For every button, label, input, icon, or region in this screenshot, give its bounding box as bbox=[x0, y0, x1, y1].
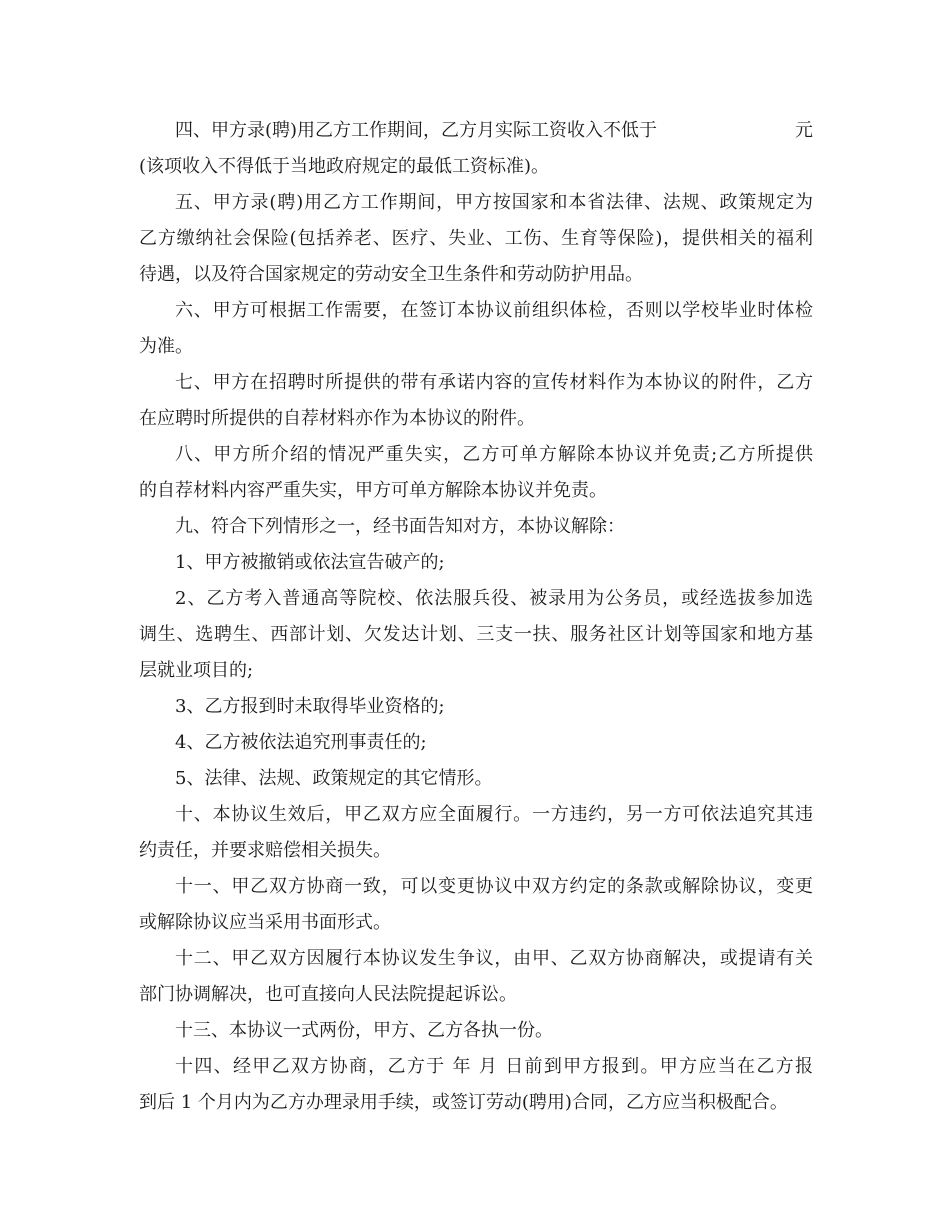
clause-9-item-5: 5、法律、法规、政策规定的其它情形。 bbox=[175, 768, 493, 789]
clause-4-text: 四、甲方录(聘)用乙方工作期间，乙方月实际工资收入不低于 bbox=[175, 120, 658, 141]
clause-5-line-1: 五、甲方录(聘)用乙方工作期间，甲方按国家和本省法律、法规、政策规定为 bbox=[175, 192, 813, 213]
clause-9-item-2-line-3: 层就业项目的; bbox=[139, 660, 254, 681]
clause-9-item-2-line-1: 2、乙方考入普通高等院校、依法服兵役、被录用为公务员，或经选拔参加选 bbox=[175, 588, 813, 609]
clause-10-line-1: 十、本协议生效后，甲乙双方应全面履行。一方违约，另一方可依法追究其违 bbox=[175, 804, 813, 825]
clause-8-line-2: 的自荐材料内容严重失实，甲方可单方解除本协议并免责。 bbox=[139, 480, 607, 501]
clause-8-line-1: 八、甲方所介绍的情况严重失实，乙方可单方解除本协议并免责;乙方所提供 bbox=[175, 444, 813, 465]
clause-5-line-2: 乙方缴纳社会保险(包括养老、医疗、失业、工伤、生育等保险)，提供相关的福利 bbox=[139, 228, 813, 249]
clause-9-item-3: 3、乙方报到时未取得毕业资格的; bbox=[175, 696, 445, 717]
clause-6-line-1: 六、甲方可根据工作需要，在签订本协议前组织体检，否则以学校毕业时体检 bbox=[175, 300, 813, 321]
clause-5-line-3: 待遇，以及符合国家规定的劳动安全卫生条件和劳动防护用品。 bbox=[139, 264, 643, 285]
clause-7-line-2: 在应聘时所提供的自荐材料亦作为本协议的附件。 bbox=[139, 408, 535, 429]
clause-4-unit: 元 bbox=[795, 120, 813, 141]
clause-13-line-1: 十三、本协议一式两份，甲方、乙方各执一份。 bbox=[175, 1020, 553, 1041]
clause-11-line-1: 十一、甲乙双方协商一致，可以变更协议中双方约定的条款或解除协议，变更 bbox=[175, 876, 813, 897]
clause-10-line-2: 约责任，并要求赔偿相关损失。 bbox=[139, 840, 391, 861]
clause-7-line-1: 七、甲方在招聘时所提供的带有承诺内容的宣传材料作为本协议的附件，乙方 bbox=[175, 372, 813, 393]
clause-4-line-2: (该项收入不得低于当地政府规定的最低工资标准)。 bbox=[139, 156, 550, 177]
clause-14-line-2: 到后 1 个月内为乙方办理录用手续，或签订劳动(聘用)合同，乙方应当积极配合。 bbox=[139, 1092, 788, 1113]
clause-12-line-2: 部门协调解决，也可直接向人民法院提起诉讼。 bbox=[139, 984, 517, 1005]
clause-6-line-2: 为准。 bbox=[139, 336, 193, 357]
clause-9-intro: 九、符合下列情形之一，经书面告知对方，本协议解除： bbox=[175, 516, 625, 537]
clause-11-line-2: 或解除协议应当采用书面形式。 bbox=[139, 912, 391, 933]
clause-9-item-4: 4、乙方被依法追究刑事责任的; bbox=[175, 732, 427, 753]
clause-14-line-1: 十四、经甲乙双方协商，乙方于 年 月 日前到甲方报到。甲方应当在乙方报 bbox=[175, 1056, 813, 1077]
clause-9-item-2-line-2: 调生、选聘生、西部计划、欠发达计划、三支一扶、服务社区计划等国家和地方基 bbox=[139, 624, 813, 645]
document-page bbox=[139, 113, 813, 1121]
clause-9-item-1: 1、甲方被撤销或依法宣告破产的; bbox=[175, 552, 445, 573]
clause-4-line-1 bbox=[139, 113, 813, 149]
clause-12-line-1: 十二、甲乙双方因履行本协议发生争议，由甲、乙双方协商解决，或提请有关 bbox=[175, 948, 813, 969]
